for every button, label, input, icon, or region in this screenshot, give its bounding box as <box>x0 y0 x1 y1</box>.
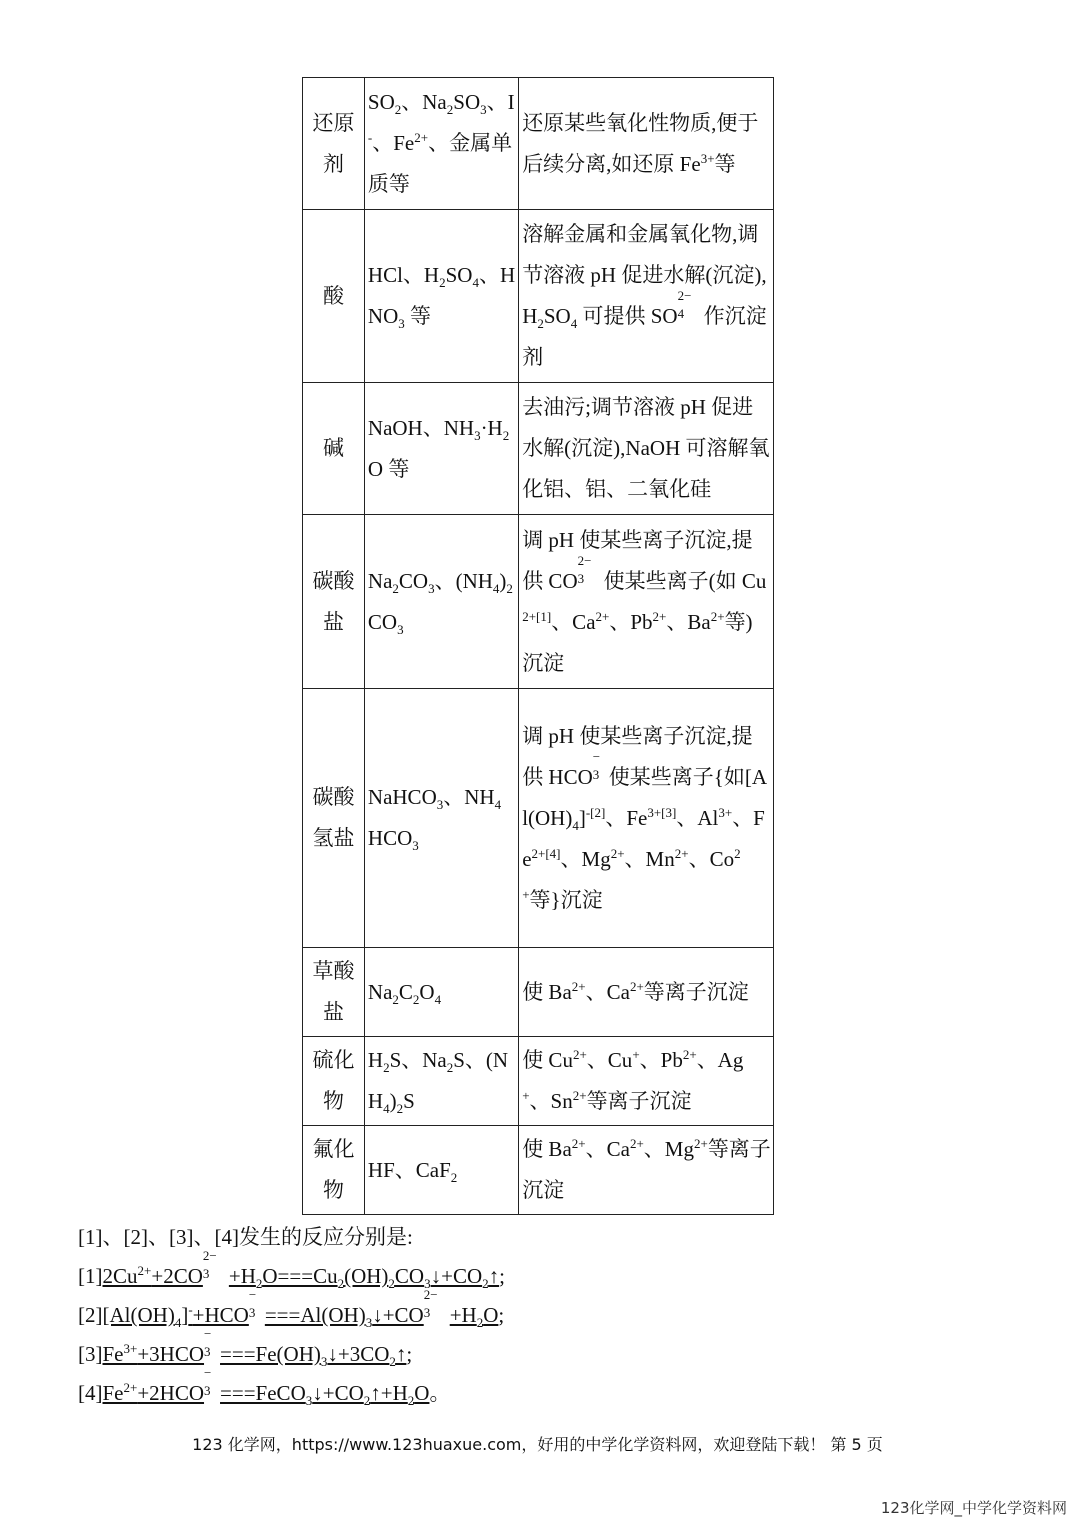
reagents-cell: $Na_2CO_3$、$(NH_4)_2CO_3$ <box>364 515 518 689</box>
use-cell: 溶解金属和金属氧化物,调节溶液 pH 促进水解(沉淀)$,H_2SO_4$ 可提供 SO 2− 4 作沉淀剂 <box>519 210 774 383</box>
table-row <box>303 78 774 210</box>
reaction-2: $[2][Al(OH)_4]^-+HCO$ − 3 $===Al(OH)_3↓+CO$ 2− 3 $+H_2O$; <box>78 1287 505 1331</box>
reaction-3: $[3]Fe^{3+}+3HCO$ − 3 $===Fe(OH)_3↓+3CO_2↑$; <box>78 1326 413 1370</box>
use-cell: 还原某些氧化性物质,便于后续分离,如还原 $Fe^{3+}$等 <box>519 78 774 210</box>
table-row <box>303 948 774 1037</box>
row-label: 碱 <box>303 383 365 515</box>
use-cell: 去油污;调节溶液 pH 促进水解(沉淀),NaOH 可溶解氧化铝、铝、二氧化硅 <box>519 383 774 515</box>
row-label: 硫化 物 <box>303 1037 365 1126</box>
table-row <box>303 515 774 689</box>
reagents-cell: $H_2S$、$Na_2S$、$(NH_4)_2S$ <box>364 1037 518 1126</box>
table-row <box>303 1126 774 1215</box>
reaction-notes <box>78 1218 505 1413</box>
row-label: 碳酸 盐 <box>303 515 365 689</box>
reagents-cell: $SO_2$、$Na_2SO_3$、I-、$Fe^{2+}$、金属单质等 <box>364 78 518 210</box>
reagents-cell: NaOH、$NH_3\cdot H_2O$ 等 <box>364 383 518 515</box>
notes-intro: [1]、[2]、[3]、[4]发生的反应分别是: <box>78 1225 413 1249</box>
use-cell: 调 pH 使某些离子沉淀,提供 CO 2− 3 使某些离子(如 $Cu^{2+[1]}$、$Ca^{2+}$、$Pb^{2+}$、$Ba^{2+}$等)沉淀 <box>519 515 774 689</box>
reagents-cell: $Na_2C_2O_4$ <box>364 948 518 1037</box>
row-label: 酸 <box>303 210 365 383</box>
use-cell: 调 pH 使某些离子沉淀,提供 HCO − 3 使某些离子{如$[Al(OH)_4]^{-[2]}$、$Fe^{3+[3]}$、$Al^{3+}$、$Fe^{2+[4]}$、$Mg^{2+}$、$Mn^{2+}$、$Co^{2+}$等}沉淀 <box>519 689 774 948</box>
reagent-table <box>302 77 774 1215</box>
use-cell: 使 $Cu^{2+}$、Cu+、$Pb^{2+}$、Ag+、$Sn^{2+}$等离子沉淀 <box>519 1037 774 1126</box>
use-cell: 使 $Ba^{2+}$、$Ca^{2+}$、$Mg^{2+}$等离子沉淀 <box>519 1126 774 1215</box>
reaction-4: $[4]Fe^{2+}+2HCO$ − 3 $===FeCO_3↓+CO_2↑+H_2O$。 <box>78 1365 451 1409</box>
reagents-cell: NaHCO$_3$、$NH_4HCO_3$ <box>364 689 518 948</box>
reagents-cell: HF、CaF$_2$ <box>364 1126 518 1215</box>
table-row <box>303 689 774 948</box>
row-label: 草酸 盐 <box>303 948 365 1037</box>
page-footer: 123 化学网，https://www.123huaxue.com，好用的中学化学资料网，欢迎登陆下载！ 第 5 页 <box>192 1435 883 1454</box>
watermark: 123化学网_中学化学资料网 <box>880 1499 1067 1517</box>
table-row <box>303 1037 774 1126</box>
reagents-cell: HCl、$H_2SO_4$、$HNO_3$ 等 <box>364 210 518 383</box>
row-label: 碳酸 氢盐 <box>303 689 365 948</box>
row-label: 还原 剂 <box>303 78 365 210</box>
table-row <box>303 210 774 383</box>
reaction-1: $[1]2Cu^{2+}+2CO$ 2− 3 $+H_2O===Cu_2(OH)_2CO_3↓+CO_2↑$; <box>78 1248 505 1292</box>
table-row <box>303 383 774 515</box>
use-cell: 使 $Ba^{2+}$、$Ca^{2+}$等离子沉淀 <box>519 948 774 1037</box>
row-label: 氟化 物 <box>303 1126 365 1215</box>
